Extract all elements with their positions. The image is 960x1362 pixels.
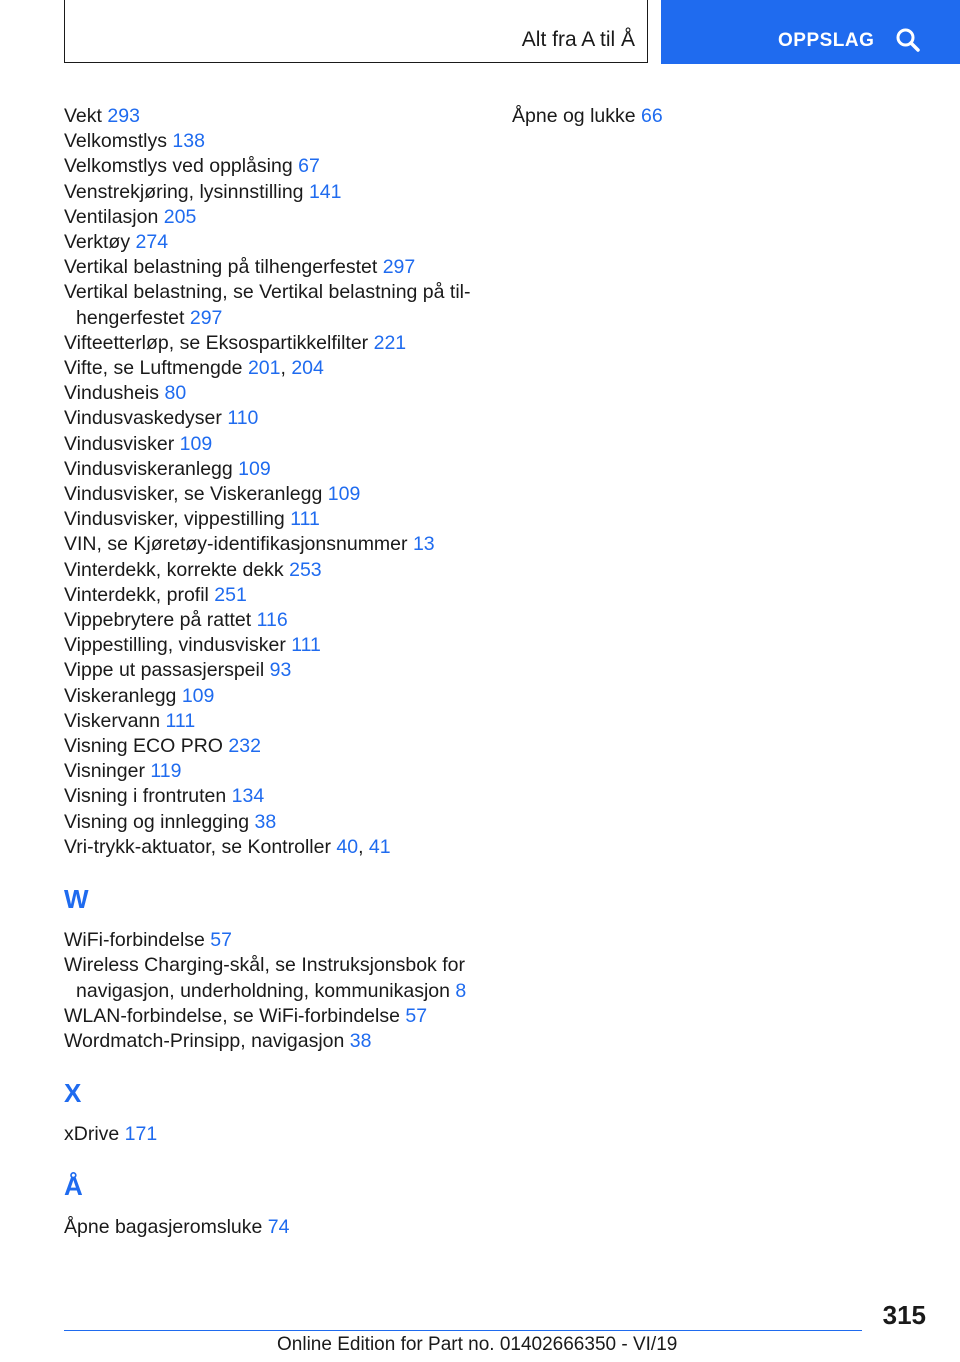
index-term: Åpne bagasjeromsluke bbox=[64, 1216, 268, 1239]
page-reference-link[interactable]: 57 bbox=[210, 929, 232, 952]
index-term: Vindusvisker, vippestilling bbox=[64, 508, 291, 531]
index-entry bbox=[64, 1029, 474, 1054]
index-term: Vippe ut passasjerspeil bbox=[64, 659, 270, 682]
index-entry bbox=[64, 230, 474, 255]
index-entry bbox=[64, 280, 474, 330]
index-term: Viskeranlegg bbox=[64, 684, 182, 707]
page-reference-link[interactable]: 141 bbox=[308, 180, 342, 203]
footer-divider bbox=[64, 1330, 862, 1331]
index-term: Wireless Charging-skål, se Instruksjonsbok for navigasjon, underholdning, kommunikasjon bbox=[64, 954, 465, 1002]
page-reference-link[interactable]: 13 bbox=[412, 533, 435, 556]
section-title: Alt fra A til Å bbox=[521, 28, 635, 51]
index-entry: Vri-trykk-aktuator, se Kontroller 40, 41 bbox=[64, 835, 391, 858]
page-reference-link[interactable]: 8 bbox=[455, 979, 467, 1002]
index-entry bbox=[512, 104, 932, 129]
page-reference-link[interactable]: 171 bbox=[124, 1123, 158, 1146]
page-reference-link[interactable]: 251 bbox=[214, 583, 247, 606]
index-term: Vinterdekk, profil bbox=[64, 583, 215, 606]
index-entry bbox=[64, 1122, 474, 1147]
index-entry bbox=[64, 709, 474, 734]
index-entry bbox=[64, 1004, 474, 1029]
oppslag-tab[interactable] bbox=[661, 0, 960, 64]
index-term: Vertikal belastning, se Vertikal belastning på til‐hengerfestet bbox=[64, 281, 471, 329]
index-term: Åpne og lukke bbox=[512, 105, 642, 127]
index-term: Venstrekjøring, lysinnstilling bbox=[64, 180, 309, 203]
page-reference-link[interactable]: 201 bbox=[247, 357, 281, 380]
index-entry bbox=[64, 684, 474, 709]
page-reference-link[interactable]: 119 bbox=[150, 760, 182, 783]
index-entry bbox=[64, 759, 474, 784]
index-term: Vertikal belastning på tilhengerfestet bbox=[64, 256, 383, 279]
index-term: Velkomstlys ved opplåsing bbox=[64, 155, 299, 178]
index-term: Vippebrytere på rattet bbox=[64, 609, 257, 632]
index-entry bbox=[64, 532, 474, 557]
index-column-right bbox=[512, 104, 932, 129]
index-entry bbox=[64, 381, 474, 406]
index-entry bbox=[64, 558, 474, 583]
index-entry bbox=[64, 255, 474, 280]
index-entry bbox=[64, 633, 474, 658]
index-term: Vinterdekk, korrekte dekk bbox=[64, 558, 290, 581]
index-entry bbox=[64, 129, 474, 154]
index-term: WiFi-forbindelse bbox=[64, 929, 211, 952]
page-reference-link[interactable]: 253 bbox=[289, 558, 322, 581]
index-term: Vindusheis bbox=[64, 382, 165, 405]
page-reference-link[interactable]: 138 bbox=[172, 130, 205, 153]
index-entry bbox=[64, 953, 474, 1003]
oppslag-tab-label: OPPSLAG bbox=[778, 30, 875, 51]
page-reference-link[interactable]: 38 bbox=[349, 1029, 372, 1052]
page-reference-link[interactable]: 109 bbox=[327, 483, 361, 506]
index-term: Vifteetterløp, se Eksospartikkelfilter bbox=[64, 331, 374, 354]
page-reference-link[interactable]: 204 bbox=[291, 357, 324, 380]
index-entry bbox=[64, 406, 474, 431]
index-term: Vri-trykk-aktuator, se Kontroller bbox=[64, 835, 337, 858]
page-reference-link[interactable]: 40 bbox=[336, 835, 359, 858]
index-term: Vindusviskeranlegg bbox=[64, 457, 239, 480]
index-term: VIN, se Kjøretøy-identifikasjonsnummer bbox=[64, 533, 413, 556]
page-reference-link[interactable]: 109 bbox=[179, 432, 213, 455]
index-term: WLAN-forbindelse, se WiFi-forbindelse bbox=[64, 1004, 406, 1027]
page-reference-link[interactable]: 67 bbox=[298, 155, 320, 178]
page-reference-link[interactable]: 221 bbox=[373, 331, 407, 354]
search-icon[interactable] bbox=[895, 27, 921, 53]
index-term: Vekt bbox=[64, 105, 108, 127]
page-reference-link[interactable]: 38 bbox=[254, 810, 277, 833]
index-term: Viskervann bbox=[64, 709, 166, 732]
index-entry: Vifte, se Luftmengde 201, 204 bbox=[64, 357, 324, 380]
index-term: Vippestilling, vindusvisker bbox=[64, 634, 292, 657]
index-term: Visning ECO PRO bbox=[64, 735, 229, 758]
page-reference-link[interactable]: 111 bbox=[290, 508, 320, 531]
index-column-left bbox=[64, 104, 474, 1241]
page-reference-link[interactable]: 74 bbox=[267, 1216, 290, 1239]
page-reference-link[interactable]: 110 bbox=[227, 407, 259, 430]
index-entry bbox=[64, 658, 474, 683]
index-entry bbox=[64, 482, 474, 507]
index-entry bbox=[64, 432, 474, 457]
index-entry bbox=[64, 784, 474, 809]
index-term: Vifte, se Luftmengde bbox=[64, 357, 248, 380]
index-term: Vindusvisker, se Viskeranlegg bbox=[64, 483, 328, 506]
index-term: xDrive bbox=[64, 1123, 125, 1146]
page-reference-link[interactable]: 205 bbox=[163, 205, 197, 228]
index-entry bbox=[64, 457, 474, 482]
page-reference-link[interactable]: 66 bbox=[641, 105, 663, 127]
page-number: 315 bbox=[882, 1300, 926, 1330]
index-term: Verktøy bbox=[64, 231, 136, 254]
index-term: Vindusvaskedyser bbox=[64, 407, 228, 430]
index-entry bbox=[64, 608, 474, 633]
header-section-box bbox=[64, 0, 648, 63]
index-entry bbox=[64, 1215, 474, 1240]
page-reference-link[interactable]: 80 bbox=[164, 382, 187, 405]
page-reference-link[interactable]: 297 bbox=[382, 256, 416, 279]
page-reference-link[interactable]: 232 bbox=[228, 735, 261, 758]
page-reference-link[interactable]: 57 bbox=[405, 1004, 428, 1027]
index-entry bbox=[64, 104, 474, 129]
page-reference-link[interactable]: 111 bbox=[165, 709, 196, 732]
index-letter-heading: W bbox=[64, 884, 89, 915]
index-entry bbox=[64, 928, 474, 953]
index-term: Velkomstlys bbox=[64, 130, 173, 153]
index-term: Visning i frontruten bbox=[64, 785, 232, 808]
index-term: Vindusvisker bbox=[64, 432, 180, 455]
page-reference-link[interactable]: 111 bbox=[291, 634, 321, 657]
page-reference-link[interactable]: 41 bbox=[368, 835, 391, 858]
index-entry bbox=[64, 507, 474, 532]
index-entry bbox=[64, 583, 474, 608]
index-entry bbox=[64, 734, 474, 759]
index-term: Wordmatch-Prinsipp, navigasjon bbox=[64, 1029, 350, 1052]
index-term: Visninger bbox=[64, 760, 151, 783]
page-reference-link[interactable]: 293 bbox=[107, 105, 140, 127]
index-letter-heading: Å bbox=[64, 1171, 83, 1202]
edition-footer: Online Edition for Part no. 01402666350 - VI/19 bbox=[277, 1334, 678, 1355]
index-entry bbox=[64, 154, 474, 179]
page-reference-link[interactable]: 109 bbox=[181, 684, 215, 707]
page-reference-link[interactable]: 93 bbox=[269, 659, 292, 682]
page-reference-link[interactable]: 134 bbox=[231, 785, 265, 808]
index-entry bbox=[64, 180, 474, 205]
page-reference-link[interactable]: 116 bbox=[256, 609, 288, 632]
page-reference-link[interactable]: 297 bbox=[189, 306, 223, 329]
index-letter-heading: X bbox=[64, 1078, 82, 1109]
index-entry bbox=[64, 331, 474, 356]
index-entry bbox=[64, 810, 474, 835]
index-term: Ventilasjon bbox=[64, 205, 164, 228]
index-entry bbox=[64, 205, 474, 230]
index-term: Visning og innlegging bbox=[64, 810, 255, 833]
page-reference-link[interactable]: 274 bbox=[135, 231, 169, 254]
page-reference-link[interactable]: 109 bbox=[238, 457, 271, 480]
